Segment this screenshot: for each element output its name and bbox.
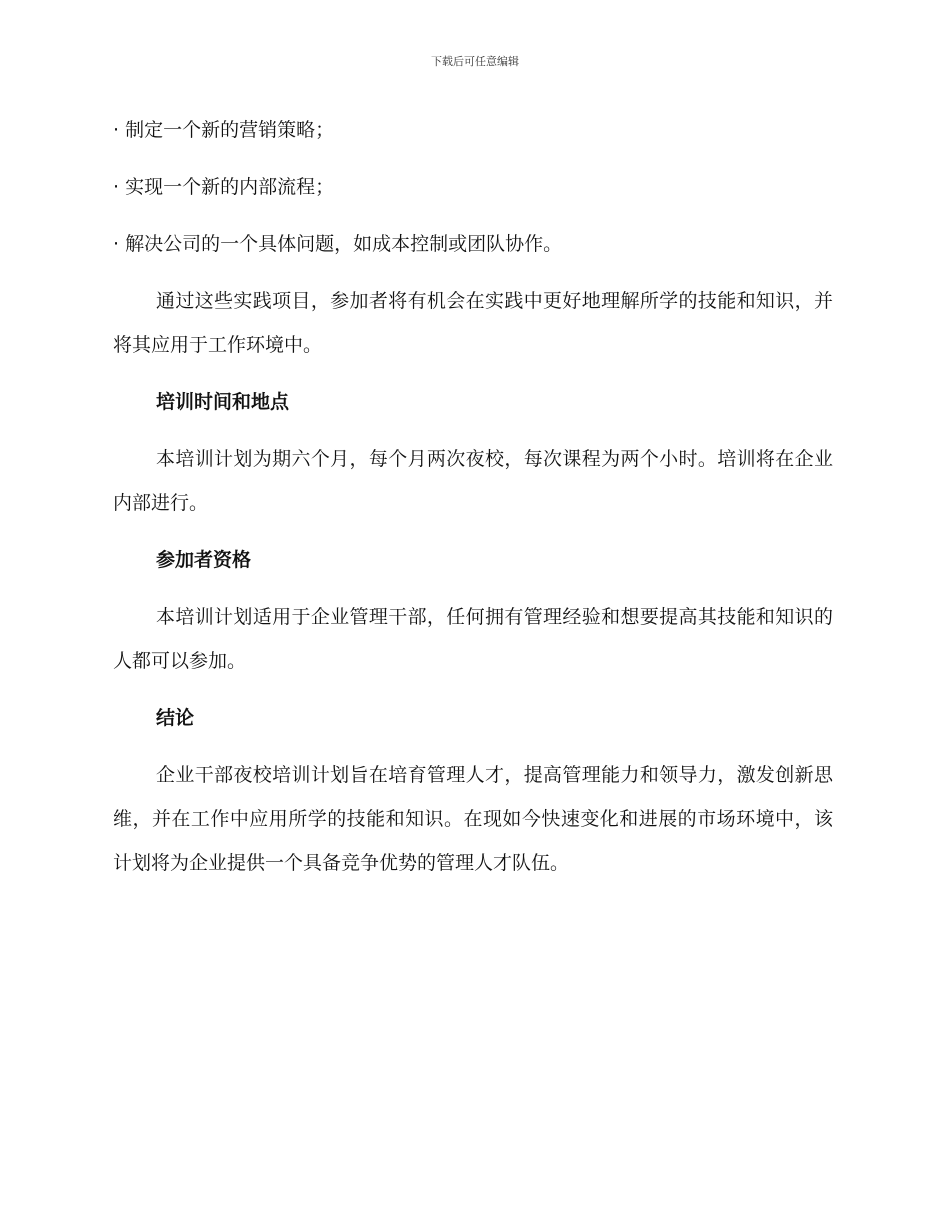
bullet-item: · 实现一个新的内部流程； <box>113 176 335 198</box>
page-header: 下载后可任意编辑 <box>431 55 519 68</box>
eligibility-paragraph: 本培训计划适用于企业管理干部，任何拥有管理经验和想要提高其技能和知识的人都可以参加。 <box>113 606 833 672</box>
bullet-item: · 制定一个新的营销策略； <box>113 119 335 141</box>
conclusion-paragraph: 企业干部夜校培训计划旨在培育管理人才，提高管理能力和领导力，激发创新思维，并在工作中应用所学的技能和知识。在现如今快速变化和进展的市场环境中，该计划将为企业提供一个具备竞争优势的管理人才队伍。 <box>113 764 833 874</box>
time-place-paragraph: 本培训计划为期六个月，每个月两次夜校，每次课程为两个小时。培训将在企业内部进行。 <box>113 448 833 514</box>
section-heading-eligibility: 参加者资格 <box>156 549 252 571</box>
section-heading-conclusion: 结论 <box>156 707 195 729</box>
practice-summary-paragraph: 通过这些实践项目，参加者将有机会在实践中更好地理解所学的技能和知识，并将其应用于工作环境中。 <box>113 290 833 356</box>
section-heading-time-place: 培训时间和地点 <box>156 391 290 413</box>
document-body <box>113 108 833 898</box>
bullet-item: · 解决公司的一个具体问题，如成本控制或团队协作。 <box>113 233 563 255</box>
